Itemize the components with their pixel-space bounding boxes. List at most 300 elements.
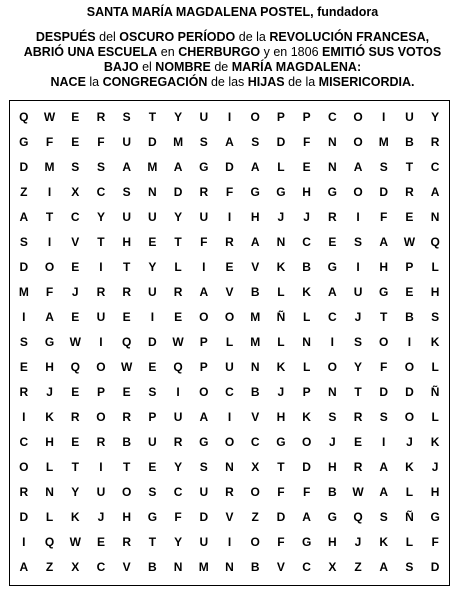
letter-cell[interactable]: F [97, 134, 105, 149]
letter-cell[interactable]: U [96, 484, 106, 499]
letter-cell[interactable]: H [430, 484, 440, 499]
letter-cell[interactable]: H [122, 509, 131, 524]
letter-cell[interactable]: L [45, 509, 54, 524]
letter-cell[interactable]: C [327, 109, 337, 124]
letter-cell[interactable]: U [199, 484, 209, 499]
letter-cell[interactable]: I [202, 259, 206, 274]
letter-cell[interactable]: E [71, 384, 80, 399]
letter-cell[interactable]: T [380, 309, 388, 324]
letter-cell[interactable]: O [301, 434, 312, 449]
letter-cell[interactable]: U [122, 209, 131, 224]
letter-cell[interactable]: D [173, 184, 183, 199]
letter-cell[interactable]: F [174, 509, 182, 524]
letter-cell[interactable]: V [276, 559, 285, 574]
letter-cell[interactable]: Ñ [276, 309, 286, 324]
letter-cell[interactable]: S [122, 184, 131, 199]
letter-cell[interactable]: B [148, 559, 157, 574]
letter-cell[interactable]: B [250, 384, 260, 399]
letter-cell[interactable]: O [250, 534, 260, 549]
letter-cell[interactable]: S [354, 334, 363, 349]
letter-cell[interactable]: T [148, 109, 157, 124]
letter-cell[interactable]: L [277, 334, 285, 349]
letter-cell[interactable]: R [199, 184, 209, 199]
letter-cell[interactable]: V [251, 409, 260, 424]
letter-cell[interactable]: E [148, 459, 157, 474]
letter-cell[interactable]: W [172, 334, 184, 349]
letter-cell[interactable]: G [276, 434, 286, 449]
letter-cell[interactable]: I [356, 209, 360, 224]
letter-cell[interactable]: A [225, 134, 234, 149]
letter-cell[interactable]: C [225, 384, 234, 399]
letter-cell[interactable]: M [250, 334, 261, 349]
letter-cell[interactable]: L [225, 334, 234, 349]
letter-cell[interactable]: N [173, 559, 183, 574]
letter-cell[interactable]: S [431, 309, 440, 324]
letter-cell[interactable]: I [227, 534, 232, 549]
letter-cell[interactable]: I [99, 459, 103, 474]
letter-cell[interactable]: T [71, 459, 79, 474]
letter-cell[interactable]: J [71, 284, 79, 299]
letter-cell[interactable]: D [276, 134, 286, 149]
letter-cell[interactable]: L [302, 359, 311, 374]
letter-cell[interactable]: Y [174, 109, 183, 124]
letter-cell[interactable]: J [303, 209, 310, 224]
letter-cell[interactable]: X [251, 459, 260, 474]
letter-cell[interactable]: Z [251, 509, 259, 524]
letter-cell[interactable]: Y [71, 484, 80, 499]
letter-cell[interactable]: K [276, 259, 286, 274]
letter-cell[interactable]: R [19, 384, 29, 399]
letter-cell[interactable]: L [45, 459, 54, 474]
letter-cell[interactable]: U [148, 434, 157, 449]
letter-cell[interactable]: G [430, 509, 440, 524]
letter-cell[interactable]: Ñ [430, 384, 440, 399]
letter-cell[interactable]: J [431, 459, 439, 474]
letter-cell[interactable]: I [227, 209, 232, 224]
letter-cell[interactable]: A [353, 159, 363, 174]
letter-cell[interactable]: I [382, 109, 386, 124]
letter-cell[interactable]: L [405, 534, 414, 549]
letter-cell[interactable]: T [97, 234, 105, 249]
letter-cell[interactable]: H [302, 184, 311, 199]
letter-cell[interactable]: D [225, 159, 234, 174]
letter-cell[interactable]: A [379, 234, 389, 249]
letter-cell[interactable]: P [199, 334, 208, 349]
letter-cell[interactable]: Y [174, 459, 183, 474]
letter-cell[interactable]: K [379, 534, 389, 549]
letter-cell[interactable]: R [122, 409, 131, 424]
letter-cell[interactable]: I [22, 409, 26, 424]
letter-cell[interactable]: W [121, 359, 133, 374]
letter-cell[interactable]: A [45, 309, 54, 324]
letter-cell[interactable]: L [302, 309, 311, 324]
letter-cell[interactable]: R [225, 484, 234, 499]
letter-cell[interactable]: T [354, 384, 362, 399]
letter-cell[interactable]: S [96, 159, 105, 174]
letter-cell[interactable]: Q [70, 359, 80, 374]
letter-cell[interactable]: B [405, 134, 414, 149]
letter-cell[interactable]: G [327, 509, 337, 524]
letter-cell[interactable]: B [250, 284, 260, 299]
letter-cell[interactable]: S [148, 384, 157, 399]
letter-cell[interactable]: U [148, 209, 157, 224]
letter-cell[interactable]: I [99, 334, 103, 349]
letter-cell[interactable]: A [327, 284, 337, 299]
letter-cell[interactable]: M [147, 159, 158, 174]
letter-cell[interactable]: A [250, 234, 260, 249]
letter-cell[interactable]: S [354, 234, 363, 249]
letter-cell[interactable]: D [430, 559, 440, 574]
letter-cell[interactable]: D [19, 259, 29, 274]
letter-cell[interactable]: V [225, 284, 234, 299]
letter-cell[interactable]: E [71, 309, 80, 324]
letter-cell[interactable]: U [199, 109, 209, 124]
letter-cell[interactable]: G [327, 184, 337, 199]
letter-cell[interactable]: O [96, 359, 106, 374]
letter-cell[interactable]: P [148, 409, 157, 424]
letter-cell[interactable]: F [277, 534, 285, 549]
letter-cell[interactable]: O [250, 484, 260, 499]
letter-cell[interactable]: O [199, 309, 209, 324]
letter-cell[interactable]: C [70, 209, 80, 224]
letter-cell[interactable]: F [225, 184, 234, 199]
letter-cell[interactable]: J [354, 534, 362, 549]
letter-cell[interactable]: Z [20, 184, 28, 199]
letter-cell[interactable]: D [379, 384, 389, 399]
letter-cell[interactable]: N [327, 384, 337, 399]
letter-cell[interactable]: X [71, 184, 80, 199]
letter-cell[interactable]: U [405, 109, 414, 124]
letter-cell[interactable]: G [276, 184, 286, 199]
letter-cell[interactable]: A [302, 509, 311, 524]
letter-cell[interactable]: R [353, 459, 363, 474]
letter-cell[interactable]: K [430, 334, 440, 349]
letter-cell[interactable]: E [71, 259, 80, 274]
letter-cell[interactable]: C [173, 484, 183, 499]
letter-cell[interactable]: X [71, 559, 80, 574]
letter-cell[interactable]: I [22, 309, 26, 324]
letter-cell[interactable]: O [404, 359, 415, 374]
letter-cell[interactable]: O [224, 309, 235, 324]
letter-cell[interactable]: C [96, 559, 106, 574]
letter-cell[interactable]: N [327, 159, 337, 174]
letter-cell[interactable]: F [277, 484, 285, 499]
letter-cell[interactable]: S [19, 234, 28, 249]
letter-cell[interactable]: C [96, 184, 106, 199]
letter-cell[interactable]: J [328, 434, 336, 449]
letter-cell[interactable]: S [148, 484, 157, 499]
letter-cell[interactable]: U [96, 309, 106, 324]
letter-cell[interactable]: G [19, 134, 29, 149]
letter-cell[interactable]: K [302, 409, 311, 424]
letter-cell[interactable]: E [96, 534, 105, 549]
letter-cell[interactable]: U [199, 209, 209, 224]
letter-cell[interactable]: E [71, 134, 80, 149]
letter-cell[interactable]: N [225, 459, 234, 474]
letter-cell[interactable]: G [147, 509, 158, 524]
letter-cell[interactable]: G [44, 334, 55, 349]
letter-cell[interactable]: Z [45, 559, 54, 574]
letter-cell[interactable]: I [382, 434, 386, 449]
letter-cell[interactable]: H [327, 459, 337, 474]
letter-cell[interactable]: D [19, 159, 29, 174]
letter-cell[interactable]: Y [174, 534, 183, 549]
letter-cell[interactable]: R [405, 184, 414, 199]
letter-cell[interactable]: H [430, 284, 440, 299]
letter-cell[interactable]: S [199, 134, 208, 149]
letter-cell[interactable]: M [44, 159, 55, 174]
letter-cell[interactable]: L [277, 159, 285, 174]
letter-cell[interactable]: L [405, 484, 414, 499]
letter-cell[interactable]: X [328, 559, 337, 574]
letter-cell[interactable]: Q [121, 334, 132, 349]
letter-cell[interactable]: W [69, 334, 81, 349]
letter-cell[interactable]: A [19, 559, 29, 574]
letter-cell[interactable]: N [225, 559, 234, 574]
letter-cell[interactable]: D [199, 509, 209, 524]
letter-cell[interactable]: O [353, 184, 363, 199]
letter-cell[interactable]: N [276, 234, 286, 249]
letter-cell[interactable]: D [405, 384, 414, 399]
letter-cell[interactable]: T [148, 534, 157, 549]
letter-cell[interactable]: Y [354, 359, 363, 374]
letter-cell[interactable]: F [302, 484, 311, 499]
letter-cell[interactable]: J [277, 209, 285, 224]
letter-cell[interactable]: J [46, 384, 53, 399]
letter-cell[interactable]: A [379, 559, 389, 574]
letter-cell[interactable]: J [406, 434, 413, 449]
letter-cell[interactable]: N [45, 484, 54, 499]
letter-cell[interactable]: I [407, 334, 412, 349]
letter-cell[interactable]: K [276, 359, 286, 374]
letter-cell[interactable]: A [199, 409, 209, 424]
letter-cell[interactable]: N [327, 134, 337, 149]
letter-cell[interactable]: F [45, 284, 54, 299]
letter-cell[interactable]: J [354, 309, 362, 324]
letter-cell[interactable]: Ñ [405, 509, 414, 524]
letter-cell[interactable]: M [250, 309, 261, 324]
letter-cell[interactable]: W [352, 484, 364, 499]
letter-cell[interactable]: E [148, 359, 157, 374]
letter-cell[interactable]: Y [96, 209, 105, 224]
letter-cell[interactable]: Q [44, 534, 55, 549]
letter-cell[interactable]: E [19, 359, 28, 374]
letter-cell[interactable]: F [380, 209, 388, 224]
letter-cell[interactable]: S [71, 159, 80, 174]
letter-cell[interactable]: D [379, 184, 389, 199]
letter-cell[interactable]: H [122, 234, 131, 249]
letter-cell[interactable]: I [22, 534, 26, 549]
letter-cell[interactable]: T [122, 259, 131, 274]
letter-cell[interactable]: N [148, 184, 157, 199]
letter-cell[interactable]: K [430, 434, 440, 449]
letter-cell[interactable]: L [431, 259, 439, 274]
letter-cell[interactable]: G [379, 284, 389, 299]
letter-cell[interactable]: K [302, 284, 311, 299]
letter-cell[interactable]: O [44, 259, 55, 274]
letter-cell[interactable]: Q [353, 509, 363, 524]
letter-cell[interactable]: W [43, 109, 56, 124]
letter-cell[interactable]: M [173, 134, 184, 149]
letter-cell[interactable]: A [173, 159, 183, 174]
letter-cell[interactable]: T [174, 234, 182, 249]
letter-cell[interactable]: A [122, 159, 131, 174]
letter-cell[interactable]: R [430, 134, 440, 149]
letter-cell[interactable]: C [250, 434, 260, 449]
letter-cell[interactable]: S [379, 159, 388, 174]
letter-cell[interactable]: B [250, 559, 260, 574]
letter-cell[interactable]: A [379, 459, 389, 474]
letter-cell[interactable]: D [148, 134, 157, 149]
letter-cell[interactable]: M [18, 284, 29, 299]
letter-cell[interactable]: O [19, 459, 29, 474]
letter-cell[interactable]: K [45, 409, 54, 424]
letter-cell[interactable]: I [176, 384, 180, 399]
letter-cell[interactable]: H [250, 209, 260, 224]
letter-cell[interactable]: A [199, 284, 209, 299]
letter-cell[interactable]: O [224, 434, 235, 449]
letter-cell[interactable]: B [302, 259, 311, 274]
letter-cell[interactable]: S [19, 334, 28, 349]
letter-cell[interactable]: U [225, 359, 234, 374]
letter-cell[interactable]: L [277, 284, 285, 299]
letter-cell[interactable]: K [405, 459, 414, 474]
letter-cell[interactable]: C [19, 434, 29, 449]
letter-cell[interactable]: V [225, 509, 234, 524]
letter-cell[interactable]: A [250, 159, 260, 174]
letter-cell[interactable]: I [99, 259, 103, 274]
letter-cell[interactable]: R [96, 284, 106, 299]
letter-cell[interactable]: H [379, 259, 389, 274]
letter-cell[interactable]: A [379, 484, 389, 499]
letter-cell[interactable]: I [47, 184, 52, 199]
letter-cell[interactable]: E [302, 159, 311, 174]
letter-cell[interactable]: E [71, 434, 80, 449]
letter-cell[interactable]: E [225, 259, 234, 274]
letter-cell[interactable]: S [328, 409, 337, 424]
letter-cell[interactable]: L [431, 359, 439, 374]
letter-cell[interactable]: R [173, 284, 183, 299]
letter-cell[interactable]: F [431, 534, 439, 549]
letter-cell[interactable]: K [70, 509, 80, 524]
letter-cell[interactable]: A [430, 184, 440, 199]
letter-cell[interactable]: I [356, 259, 360, 274]
letter-cell[interactable]: S [405, 559, 414, 574]
letter-cell[interactable]: N [430, 209, 440, 224]
letter-cell[interactable]: T [122, 459, 131, 474]
letter-cell[interactable]: Y [431, 109, 440, 124]
letter-cell[interactable]: G [199, 159, 209, 174]
letter-cell[interactable]: E [71, 109, 80, 124]
letter-cell[interactable]: R [225, 234, 234, 249]
letter-cell[interactable]: H [45, 434, 54, 449]
letter-cell[interactable]: F [380, 359, 388, 374]
letter-cell[interactable]: W [403, 234, 416, 249]
letter-cell[interactable]: E [174, 309, 183, 324]
letter-cell[interactable]: C [430, 159, 440, 174]
letter-cell[interactable]: O [353, 134, 363, 149]
letter-cell[interactable]: U [148, 284, 157, 299]
letter-cell[interactable]: U [173, 409, 183, 424]
letter-cell[interactable]: C [327, 309, 337, 324]
letter-cell[interactable]: T [45, 209, 54, 224]
letter-cell[interactable]: P [96, 384, 105, 399]
letter-cell[interactable]: P [276, 109, 285, 124]
letter-cell[interactable]: T [277, 459, 285, 474]
letter-cell[interactable]: S [379, 509, 388, 524]
letter-cell[interactable]: P [302, 384, 311, 399]
letter-cell[interactable]: H [276, 409, 286, 424]
letter-cell[interactable]: O [327, 359, 337, 374]
letter-cell[interactable]: I [150, 309, 155, 324]
letter-cell[interactable]: P [199, 359, 208, 374]
letter-cell[interactable]: R [96, 109, 106, 124]
letter-cell[interactable]: L [431, 409, 439, 424]
letter-cell[interactable]: A [19, 209, 29, 224]
letter-cell[interactable]: D [302, 459, 311, 474]
letter-cell[interactable]: G [301, 534, 312, 549]
letter-cell[interactable]: H [45, 359, 54, 374]
letter-cell[interactable]: I [330, 334, 334, 349]
letter-cell[interactable]: T [405, 159, 414, 174]
letter-cell[interactable]: L [174, 259, 182, 274]
letter-cell[interactable]: R [70, 409, 80, 424]
letter-cell[interactable]: R [173, 434, 183, 449]
letter-cell[interactable]: E [122, 384, 131, 399]
letter-cell[interactable]: B [327, 484, 337, 499]
letter-cell[interactable]: I [227, 409, 232, 424]
letter-cell[interactable]: S [122, 109, 131, 124]
letter-cell[interactable]: E [405, 284, 414, 299]
letter-cell[interactable]: F [45, 134, 54, 149]
letter-cell[interactable]: Y [174, 209, 183, 224]
letter-cell[interactable]: Q [19, 109, 29, 124]
letter-cell[interactable]: N [302, 334, 311, 349]
letter-cell[interactable]: M [378, 134, 389, 149]
letter-cell[interactable]: G [199, 434, 209, 449]
letter-cell[interactable]: Z [354, 559, 362, 574]
letter-cell[interactable]: M [198, 559, 209, 574]
letter-cell[interactable]: C [302, 559, 311, 574]
letter-cell[interactable]: E [405, 209, 414, 224]
letter-cell[interactable]: R [19, 484, 29, 499]
letter-cell[interactable]: O [379, 334, 389, 349]
letter-cell[interactable]: J [277, 384, 285, 399]
letter-cell[interactable]: G [327, 259, 337, 274]
letter-cell[interactable]: R [122, 284, 131, 299]
letter-cell[interactable]: J [97, 509, 105, 524]
letter-cell[interactable]: R [96, 434, 106, 449]
letter-cell[interactable]: B [405, 309, 414, 324]
letter-cell[interactable]: B [122, 434, 131, 449]
letter-cell[interactable]: R [353, 409, 363, 424]
letter-cell[interactable]: W [69, 534, 81, 549]
letter-cell[interactable]: F [200, 234, 208, 249]
letter-cell[interactable]: S [379, 409, 388, 424]
letter-cell[interactable]: U [353, 284, 363, 299]
letter-cell[interactable]: Y [148, 259, 157, 274]
letter-cell[interactable]: O [353, 109, 363, 124]
letter-cell[interactable]: V [251, 259, 260, 274]
letter-cell[interactable]: P [405, 259, 414, 274]
letter-cell[interactable]: O [96, 409, 106, 424]
letter-cell[interactable]: E [354, 434, 363, 449]
letter-cell[interactable]: U [122, 134, 131, 149]
letter-cell[interactable]: D [276, 509, 286, 524]
letter-cell[interactable]: O [199, 384, 209, 399]
letter-cell[interactable]: O [404, 409, 415, 424]
letter-cell[interactable]: S [199, 459, 208, 474]
